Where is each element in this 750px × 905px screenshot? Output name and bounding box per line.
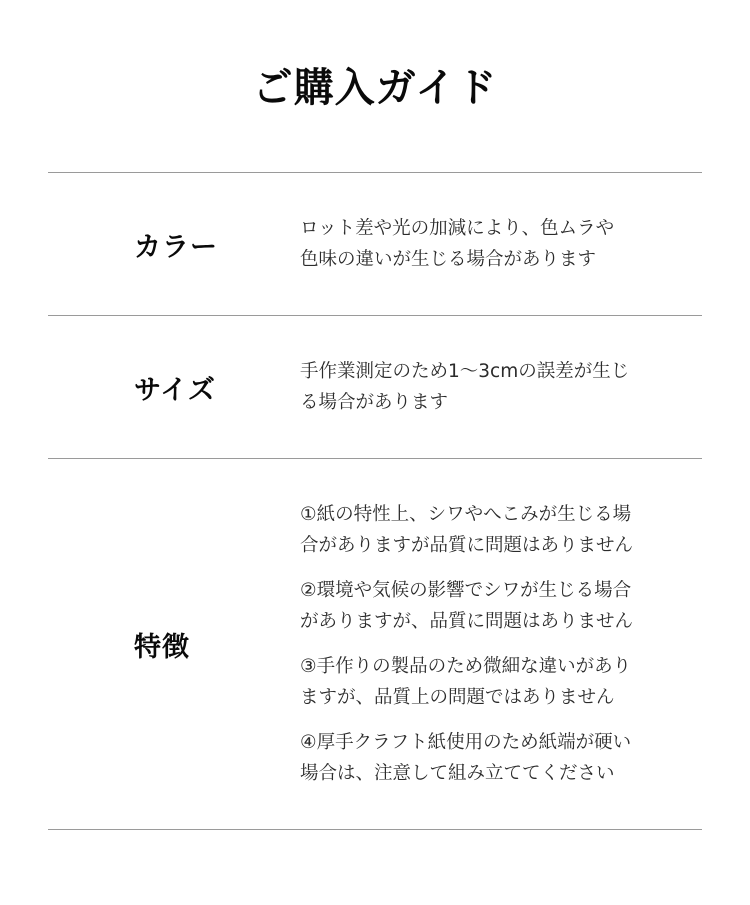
feature-item-4 bbox=[300, 727, 662, 789]
feature-item-2 bbox=[300, 575, 662, 637]
desc-line: ロット差や光の加減により、色ムラや bbox=[300, 218, 615, 239]
row-label-color: カラー bbox=[134, 231, 218, 263]
guide-row-color bbox=[48, 173, 702, 316]
row-desc-color bbox=[300, 213, 702, 275]
desc-line: る場合があります bbox=[300, 392, 449, 413]
desc-line: 合がありますが品質に問題はありません bbox=[300, 535, 634, 556]
desc-line: 場合は、注意して組み立ててください bbox=[300, 763, 615, 784]
desc-line: ③手作りの製品のため微細な違いがあり bbox=[300, 656, 632, 677]
desc-line: ②環境や気候の影響でシワが生じる場合 bbox=[300, 580, 632, 601]
row-desc-size bbox=[300, 356, 702, 418]
feature-item-3 bbox=[300, 651, 662, 713]
feature-list bbox=[300, 499, 702, 789]
desc-line: ①紙の特性上、シワやへこみが生じる場 bbox=[300, 504, 632, 525]
desc-line: 手作業測定のため1～3cmの誤差が生じ bbox=[300, 361, 630, 382]
guide-row-feature bbox=[48, 459, 702, 830]
page-title: ご購入ガイド bbox=[252, 65, 498, 111]
feature-item-1 bbox=[300, 499, 662, 561]
desc-line: 色味の違いが生じる場合があります bbox=[300, 249, 597, 270]
guide-row-size bbox=[48, 316, 702, 459]
desc-line: ④厚手クラフト紙使用のため紙端が硬い bbox=[300, 732, 632, 753]
row-label-feature: 特徴 bbox=[134, 631, 190, 663]
purchase-guide-table bbox=[48, 172, 702, 830]
desc-line: がありますが、品質に問題はありません bbox=[300, 611, 634, 632]
desc-line: ますが、品質上の問題ではありません bbox=[300, 687, 615, 708]
row-label-size: サイズ bbox=[134, 374, 216, 406]
